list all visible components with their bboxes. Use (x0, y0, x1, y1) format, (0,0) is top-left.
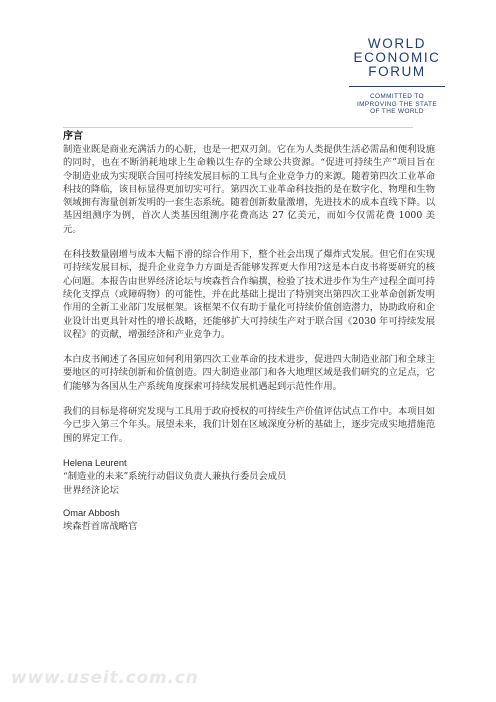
paragraph-4: 我们的目标是将研究发现与工具用于政府授权的可持续生产价值评估试点工作中。本项目如今已步入第三个年头。展望未来，我们计划在区域深度分析的基础上，逐步完成实地措施范围的界定工作。 (63, 406, 435, 444)
paragraph-3: 本白皮书阐述了各国应如何利用第四次工业革命的技术进步，促进四大制造业部门和全球主要地区的可持续创新和价值创造。四大制造业部门和各大地理区域是我们研究的立足点，它们能够为各国从生产系统角度探索可持续发展机遇起到示范性作用。 (63, 354, 435, 392)
signature-2 (63, 507, 435, 534)
signature-name: Omar Abbosh (63, 507, 120, 518)
signature-role: “制造业的未来”系统行动倡议负责人兼执行委员会成员 (63, 471, 287, 483)
logo-tagline-2: IMPROVING THE STATE (356, 100, 438, 108)
signature-name: Helena Leurent (63, 457, 127, 468)
document-body (63, 130, 435, 543)
paragraph-1: 制造业既是商业充满活力的心脏，也是一把双刃剑。它在为人类提供生活必需品和便利设施的同时，也在不断消耗地球上生命赖以生存的全球公共资源。“促进可持续生产”项目旨在令制造业成为实现联合国可持续发展目标的工具与企业竞争力的来源。随着第四次工业革命科技的降临，该目标显得更加切实可行。第四次工业革命科技指的是在数字化、物理和生物领域拥有海量创新发明的一套生态系统。随着创新数量激增，先进技术的成本直线下降。以基因组测序为例，首次人类基因组测序花费高达 27 亿美元，而如今仅需花费 1000 美元。 (63, 144, 435, 235)
signature-org: 世界经济论坛 (63, 484, 119, 496)
signature-role: 埃森哲首席战略官 (63, 521, 138, 533)
paragraph-2: 在科技数量剧增与成本大幅下滑的综合作用下，整个社会出现了爆炸式发展。但它们在实现可持续发展目标，提升企业竞争力方面是否能够发挥更大作用?这是本白皮书将要研究的核心问题。本报告由世界经济论坛与埃森哲合作编撰，检验了技术进步作为生产过程全面可持续化支撑点（或障碍物）的可能性，并在此基础上提出了特别突出第四次工业革命创新发明作用的全新工业部门发展框架。该框架不仅有助于量化可持续价值创造潜力，协助政府和企业设计出更具针对性的增长战略，还能够扩大可持续生产对于联合国《2030 年可持续发展议程》的贡献，增强经济和产业竞争力。 (63, 249, 435, 340)
wef-logo (343, 37, 451, 116)
logo-line-2: ECONOMIC (353, 50, 441, 65)
logo-tagline-1: COMMITTED TO (370, 93, 424, 100)
watermark: www.useit.com.cn (11, 668, 199, 688)
logo-tagline-3: OF THE WORLD (370, 108, 424, 116)
header-divider (63, 127, 413, 128)
signature-1 (63, 457, 435, 497)
logo-line-3: FORUM (368, 64, 426, 79)
logo-line-1: WORLD (367, 36, 427, 51)
page-title: 序言 (63, 131, 83, 142)
logo-divider (349, 86, 445, 87)
